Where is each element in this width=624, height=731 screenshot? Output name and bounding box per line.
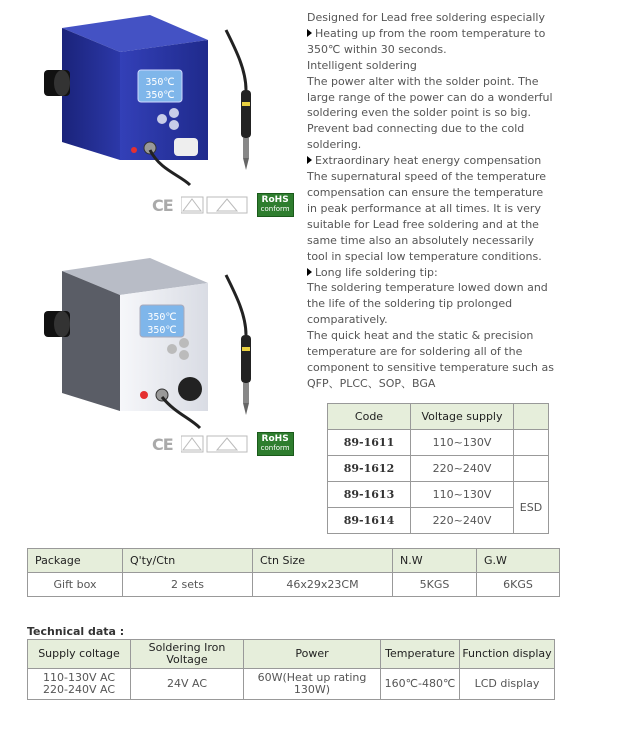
desc-line: soldering.	[307, 138, 362, 152]
desc-line	[307, 153, 607, 169]
desc-line: The supernatural speed of the temperature	[307, 170, 547, 184]
model-extra	[514, 430, 549, 456]
desc-line: The power alter with the solder point. The	[307, 74, 539, 88]
col-qty: Q'ty/Ctn	[123, 549, 253, 573]
col-code: Code	[328, 404, 411, 430]
cert-row-2	[152, 432, 294, 456]
desc-line-text: Heating up from the room temperature to	[315, 26, 546, 40]
col-gw: G.W	[477, 549, 560, 573]
table-row	[328, 456, 549, 482]
desc-line: The quick heat and the static & precision	[307, 329, 534, 343]
model-voltage: 110~130V	[411, 430, 514, 456]
col-power: Power	[244, 640, 381, 669]
table-row	[28, 573, 560, 597]
desc-line: Designed for Lead free soldering especially	[307, 11, 545, 24]
table-row	[328, 482, 549, 508]
function-display-value: LCD display	[460, 669, 555, 700]
qty-value: 2 sets	[123, 573, 253, 597]
product-description	[307, 10, 607, 392]
desc-line: compensation can ensure the temperature	[307, 185, 544, 199]
desc-line: temperature are for soldering all of the	[307, 345, 523, 359]
desc-line: in peak performance at all times. It is very	[307, 201, 541, 215]
ce-mark: CE	[152, 195, 173, 215]
desc-line	[307, 265, 607, 281]
desc-line: the life of the soldering tip prolonged	[307, 297, 513, 311]
model-voltage: 220~240V	[411, 456, 514, 482]
model-code: 89-1614	[328, 508, 411, 534]
desc-line: Intelligent soldering	[307, 58, 417, 72]
rohs-badge-2	[257, 432, 294, 456]
col-function-display: Function display	[460, 640, 555, 669]
desc-line: QFP、PLCC、SOP、BGA	[307, 376, 436, 390]
package-value: Gift box	[28, 573, 123, 597]
model-extra	[514, 456, 549, 482]
rohs-title: RoHS	[261, 195, 289, 205]
blue-station-image	[40, 10, 280, 188]
white-station-image	[40, 253, 280, 431]
desc-line: large range of the power can do a wonderful	[307, 90, 553, 104]
col-supply: Supply coltage	[28, 640, 131, 669]
col-extra	[514, 404, 549, 430]
desc-line-text: Long life soldering tip:	[315, 265, 438, 279]
model-voltage: 220~240V	[411, 508, 514, 534]
white-lcd-top: 350℃	[147, 312, 177, 323]
desc-line: same time also an absolutely necessarily	[307, 233, 535, 247]
col-ctn-size: Ctn Size	[253, 549, 393, 573]
desc-line: soldering even the solder point is so big.	[307, 106, 531, 120]
blue-lcd-bottom: 350℃	[145, 90, 175, 101]
model-voltage: 110~130V	[411, 482, 514, 508]
col-temperature: Temperature	[381, 640, 460, 669]
rohs-subtitle-2: conform	[260, 444, 290, 452]
table-header-row	[28, 549, 560, 573]
table-row	[328, 430, 549, 456]
desc-line: The soldering temperature lowed down and	[307, 281, 548, 295]
white-station-drawing	[40, 253, 280, 431]
blue-station-drawing	[40, 10, 280, 188]
supply-value-line: 220-240V AC	[43, 683, 115, 696]
supply-value-line: 110-130V AC	[43, 671, 115, 684]
table-header-row	[328, 404, 549, 430]
cert-logos-icon-2	[181, 434, 251, 454]
col-nw: N.W	[393, 549, 477, 573]
rohs-badge	[257, 193, 294, 217]
technical-table	[27, 639, 555, 700]
desc-line: 350℃ within 30 seconds.	[307, 42, 447, 56]
table-header-row	[28, 640, 555, 669]
col-iron-voltage: Soldering Iron Voltage	[131, 640, 244, 669]
nw-value: 5KGS	[393, 573, 477, 597]
ctn-size-value: 46x29x23CM	[253, 573, 393, 597]
desc-line-text: Extraordinary heat energy compensation	[315, 154, 542, 168]
rohs-subtitle: conform	[260, 205, 290, 213]
supply-value	[28, 669, 131, 700]
white-lcd-bottom: 350℃	[147, 325, 177, 336]
desc-line: comparatively.	[307, 313, 388, 327]
cert-row-1	[152, 193, 294, 217]
technical-data-title: Technical data :	[27, 625, 125, 638]
blue-lcd-top: 350℃	[145, 77, 175, 88]
model-code: 89-1612	[328, 456, 411, 482]
gw-value: 6KGS	[477, 573, 560, 597]
desc-line: suitable for Lead free soldering and at the	[307, 217, 539, 231]
models-table	[327, 403, 549, 534]
package-table	[27, 548, 560, 597]
desc-line: tool in special low temperature conditions.	[307, 249, 542, 263]
iron-voltage-value: 24V AC	[131, 669, 244, 700]
model-code: 89-1611	[328, 430, 411, 456]
col-voltage: Voltage supply	[411, 404, 514, 430]
cert-logos-icon	[181, 195, 251, 215]
desc-line	[307, 26, 607, 42]
temperature-value: 160℃-480℃	[381, 669, 460, 700]
desc-line: component to sensitive temperature such as	[307, 360, 554, 374]
model-code: 89-1613	[328, 482, 411, 508]
rohs-title-2: RoHS	[261, 434, 289, 444]
esd-label: ESD	[514, 482, 549, 534]
col-package: Package	[28, 549, 123, 573]
power-value: 60W(Heat up rating 130W)	[244, 669, 381, 700]
table-row	[28, 669, 555, 700]
ce-mark-2: CE	[152, 434, 173, 454]
desc-line: Prevent bad connecting due to the cold	[307, 122, 525, 136]
